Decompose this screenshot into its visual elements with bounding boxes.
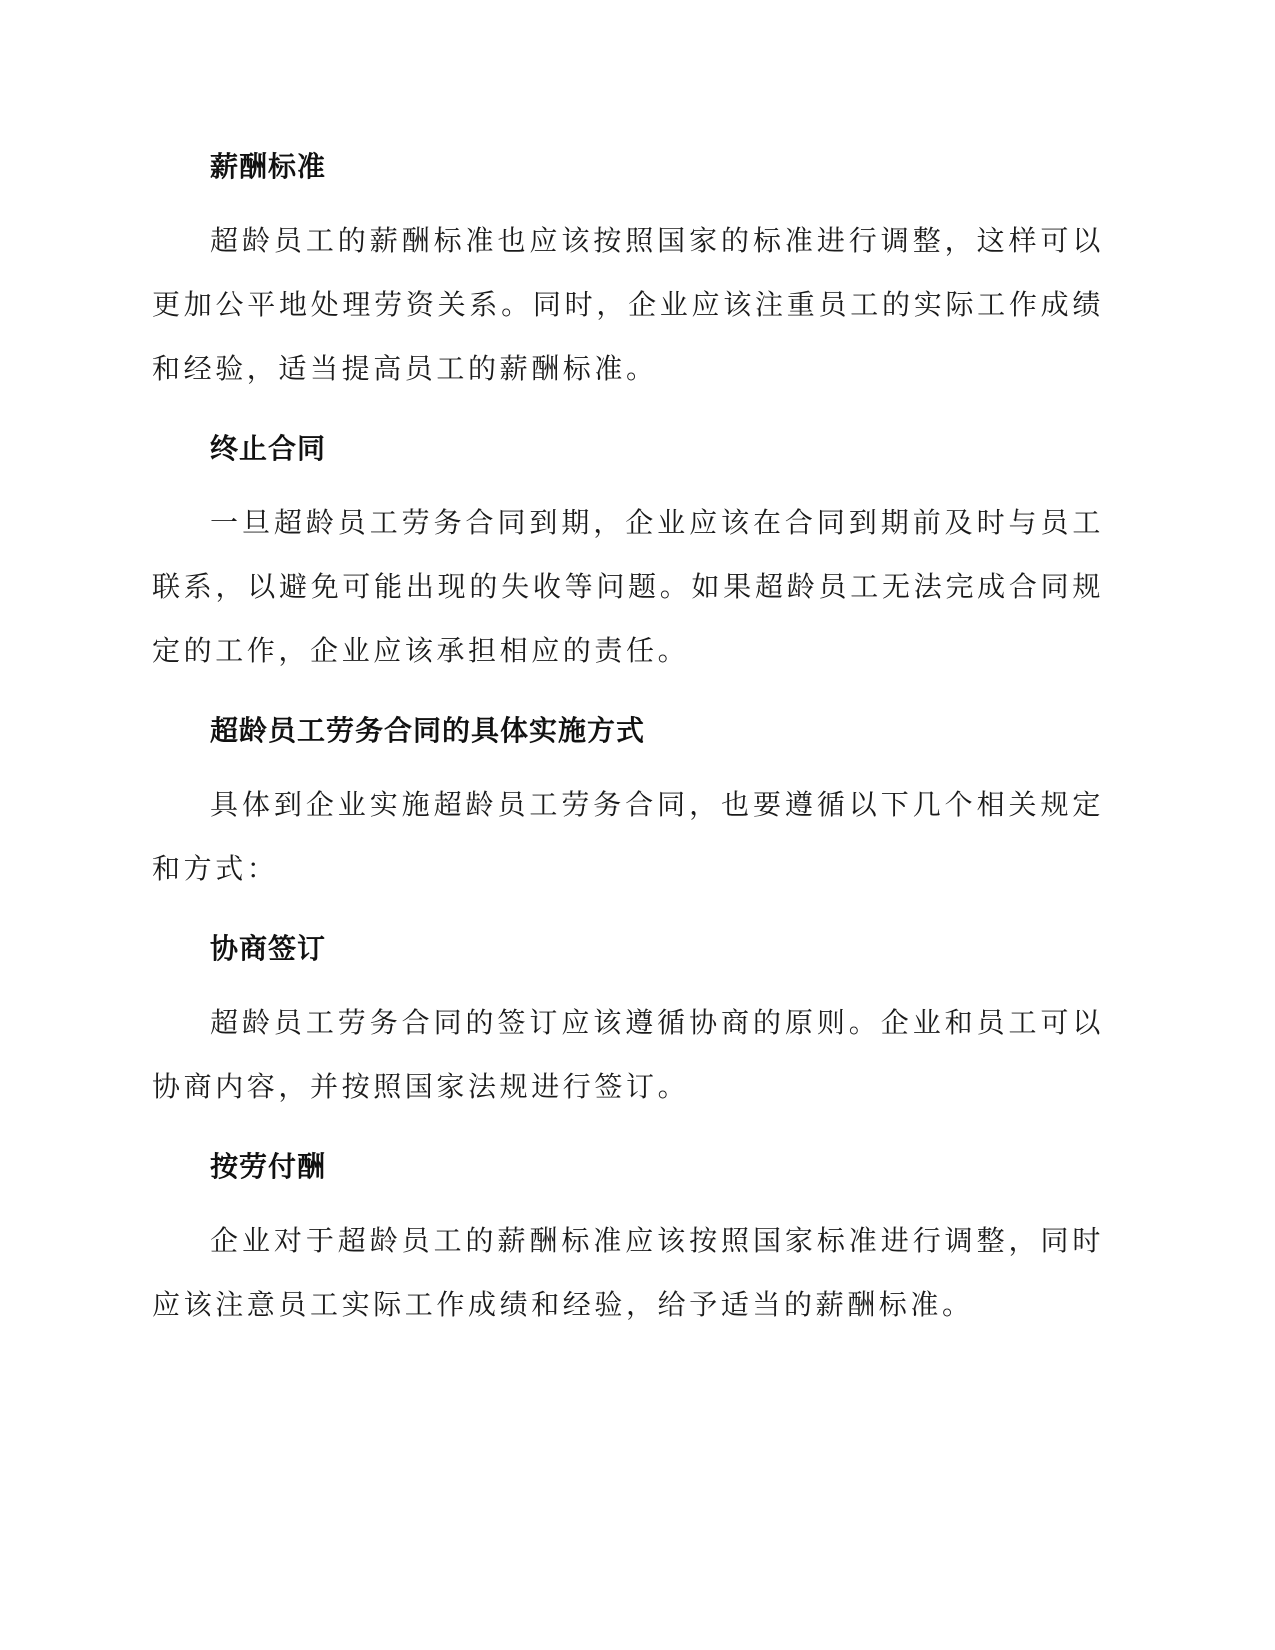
section-paragraph: 一旦超龄员工劳务合同到期，企业应该在合同到期前及时与员工联系，以避免可能出现的失收等问题。如果超龄员工无法完成合同规定的工作，企业应该承担相应的责任。: [152, 506, 1104, 667]
section-heading: 终止合同: [210, 432, 327, 465]
section-salary-standard: [152, 137, 1104, 401]
section-negotiated-signing: [152, 919, 1104, 1119]
section-terminate-contract: [152, 419, 1104, 683]
section-paragraph: 具体到企业实施超龄员工劳务合同，也要遵循以下几个相关规定和方式：: [152, 788, 1104, 885]
section-heading: 协商签订: [210, 932, 327, 965]
section-implementation: [152, 701, 1104, 901]
section-heading: 超龄员工劳务合同的具体实施方式: [210, 714, 646, 747]
document-body: [152, 137, 1104, 1355]
section-paragraph: 企业对于超龄员工的薪酬标准应该按照国家标准进行调整，同时应该注意员工实际工作成绩和经验，给予适当的薪酬标准。: [152, 1224, 1104, 1321]
section-heading: 按劳付酬: [210, 1150, 327, 1183]
section-paragraph: 超龄员工劳务合同的签订应该遵循协商的原则。企业和员工可以协商内容，并按照国家法规进行签订。: [152, 1006, 1104, 1103]
section-paragraph: 超龄员工的薪酬标准也应该按照国家的标准进行调整，这样可以更加公平地处理劳资关系。同时，企业应该注重员工的实际工作成绩和经验，适当提高员工的薪酬标准。: [152, 224, 1104, 385]
section-pay-by-work: [152, 1137, 1104, 1337]
section-heading: 薪酬标准: [210, 150, 327, 183]
